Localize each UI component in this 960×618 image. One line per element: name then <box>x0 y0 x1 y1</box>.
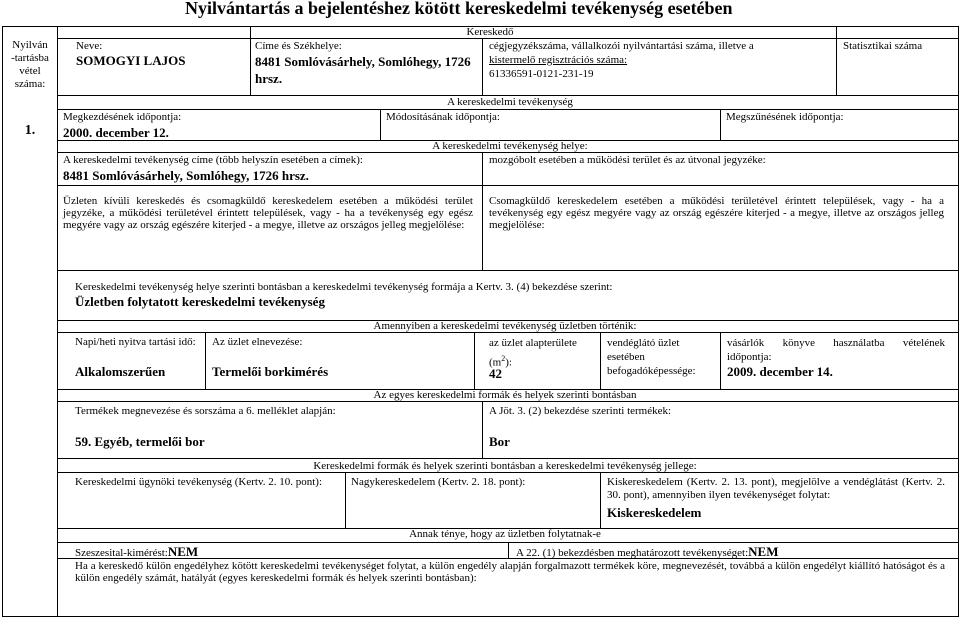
frame-right <box>958 26 959 616</box>
start-date-label: Megkezdésének időpontja: <box>63 111 182 123</box>
text: 2 <box>501 354 506 363</box>
excise-products-label: A Jöt. 3. (2) bekezdése szerinti termékek: <box>489 405 672 417</box>
label: ): <box>505 356 512 369</box>
rule <box>482 38 483 95</box>
opening-hours-label: Napi/heti nyitva tartási idő: <box>75 336 196 348</box>
place-address-label: A kereskedelmi tevékenység címe (több helyszín esetében a címek): <box>63 154 363 166</box>
rule <box>720 109 721 140</box>
shop-area-label <box>489 336 594 371</box>
merchant-name-label: Neve: <box>76 40 103 52</box>
product-list-value: 59. Egyéb, termelői bor <box>75 434 205 449</box>
trade-form-value: Üzletben folytatott kereskedelmi tevékenység <box>75 294 325 309</box>
complaint-book-label: vásárlók könyve használatba vételének időpontja: <box>727 337 945 363</box>
mobile-shop-label: mozgóbolt esetében a működési terület és az útvonal jegyzéke: <box>489 154 766 166</box>
retail-label: Kiskereskedelem (Kertv. 2. 13. pont), megjelölve a vendéglátást (Kertv. 2. 30. pont), amennyiben ilyen tevékenységet folytat: <box>607 476 945 501</box>
shop-area-value: 42 <box>489 366 502 381</box>
products-header: Az egyes kereskedelmi formák és helyek szerinti bontásban <box>373 389 637 401</box>
merchant-name-value: SOMOGYI LAJOS <box>76 53 186 68</box>
rule <box>836 26 837 95</box>
place-address-value: 8481 Somlóvásárhely, Somlóhegy, 1726 hrsz. <box>63 168 309 183</box>
rule <box>57 472 958 473</box>
rule <box>57 458 958 459</box>
rule <box>57 270 958 271</box>
frame-left <box>2 26 3 616</box>
rule <box>380 109 381 140</box>
rule <box>600 332 601 389</box>
product-list-label: Termékek megnevezése és sorszáma a 6. melléklet alapján: <box>75 405 336 417</box>
trade-type-header: Kereskedelmi formák és helyek szerinti bontásban a kereskedelmi tevékenység jellege: <box>313 460 697 472</box>
rule <box>205 332 206 389</box>
rule <box>508 542 509 558</box>
place-header: A kereskedelmi tevékenység helye: <box>432 140 588 152</box>
capacity-label: vendéglátó üzlet esetében befogadóképessége: <box>607 337 696 377</box>
rule <box>250 26 251 95</box>
end-date-label: Megszűnésének időpontja: <box>726 111 844 123</box>
text: NEM <box>748 544 779 559</box>
rule <box>57 401 958 402</box>
rule <box>57 152 958 153</box>
wholesale-label: Nagykereskedelem (Kertv. 2. 18. pont): <box>351 476 526 488</box>
label: Szeszesital-kimérést: <box>75 547 168 559</box>
retail-value: Kiskereskedelem <box>607 505 702 520</box>
opening-hours-value: Alkalomszerűen <box>75 364 166 379</box>
agent-activity-label: Kereskedelmi ügynöki tevékenység (Kertv. 2. 10. pont): <box>75 476 323 488</box>
label: az üzlet alapterülete (m <box>489 337 577 369</box>
registration-label: Nyilván -tartásba vétel száma: <box>11 39 49 90</box>
rule <box>57 185 958 186</box>
text: NEM <box>167 544 199 559</box>
label: A 22. (1) bekezdésben meghatározott tevékenységet: <box>516 547 749 559</box>
merchant-address-value: 8481 Somlóvásárhely, Somlóhegy, 1726 hrsz. <box>255 54 471 86</box>
shop-name-label: Az üzlet elnevezése: <box>212 336 303 348</box>
rule <box>720 332 721 389</box>
rule <box>482 401 483 458</box>
merchant-header: Kereskedő <box>466 26 514 38</box>
merchant-reg-label-2: kistermelő regisztrációs száma: <box>489 54 628 66</box>
mod-date-label: Módosításának időpontja: <box>386 111 500 123</box>
rule <box>474 332 475 389</box>
registration-number: 1. <box>24 123 36 138</box>
spirit-sale-field <box>75 544 198 560</box>
complaint-book-value: 2009. december 14. <box>727 364 833 379</box>
activity-header: A kereskedelmi tevékenység <box>447 96 573 108</box>
excise-products-value: Bor <box>489 434 510 449</box>
merchant-reg-label: cégjegyzékszáma, vállalkozói nyilvántartási száma, illetve a <box>489 40 754 52</box>
merchant-address-label: Címe és Székhelye: <box>255 40 342 52</box>
shop-header: Amennyiben a kereskedelmi tevékenység üzletben történik: <box>373 320 637 332</box>
license-header: Annak ténye, hogy az üzletben folytatnak-e <box>409 528 601 540</box>
rule <box>57 332 958 333</box>
rule <box>345 472 346 528</box>
trade-form-label: Kereskedelmi tevékenység helye szerinti bontásban a kereskedelmi tevékenység formája a Kertv. 3. (4) bekezdése szerint: <box>75 281 613 293</box>
page-title: Nyilvántartás a bejelentéshez kötött kereskedelmi tevékenység esetében <box>185 0 733 18</box>
rule <box>57 109 958 110</box>
shop-name-value: Termelői borkimérés <box>212 364 329 379</box>
stat-number-label: Statisztikai száma <box>843 40 923 52</box>
rule <box>600 472 601 528</box>
rule <box>482 185 483 270</box>
a22-activity-field <box>516 544 778 560</box>
start-date-value: 2000. december 12. <box>63 125 169 140</box>
merchant-reg-value: 61336591-0121-231-19 <box>489 68 594 80</box>
outside-trade-label: Üzleten kívüli kereskedés és csomagküldő kereskedelem esetében a működési terület jegyzéke, a működési területével érintett települések, vagy - ha a tevékenység egy egész megyére vagy az ország egészére kiterjed - a megye, illetve az országos jelleg megjelölése: <box>63 195 473 231</box>
rule <box>57 38 958 39</box>
frame-bottom <box>2 616 959 617</box>
mail-order-label: Csomagküldő kereskedelem esetében a működési területével érintett települések, vagy - ha a tevékenység egy egész megyére vagy az ország egészére kiterjed - a megye, illetve az országos jelleg megjelölése: <box>489 195 944 231</box>
rule <box>482 152 483 185</box>
special-license-note: Ha a kereskedő külön engedélyhez kötött kereskedelmi tevékenységet folytat, a külön engedély alapján forgalmazott termékek köre, megnevezését, továbbá a külön engedélyt kiállító hatóságot és a külön engedély számát, hatályát (egyes kereskedelmi formák és helyek szerinti bontásban): <box>75 560 945 584</box>
